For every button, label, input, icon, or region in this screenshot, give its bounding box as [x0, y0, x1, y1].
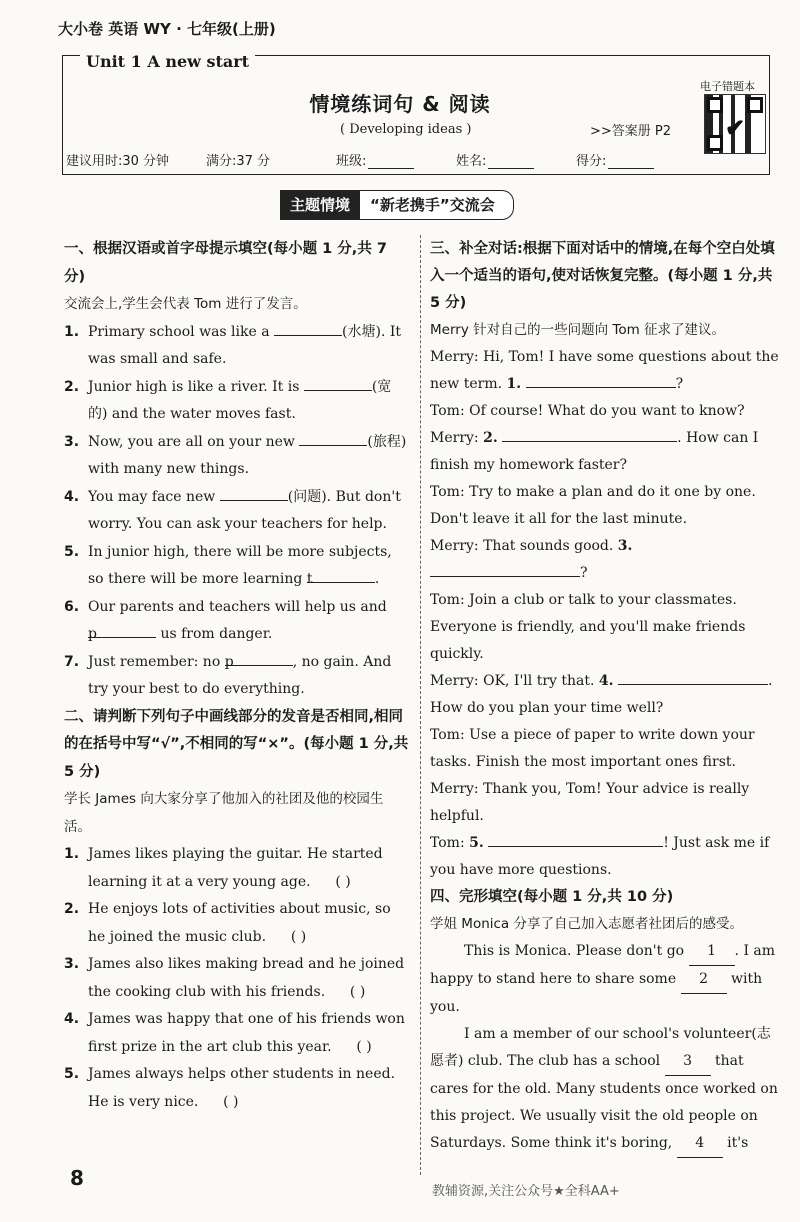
s1-blank-4[interactable] [220, 484, 288, 501]
dialog-blank-1[interactable] [526, 371, 676, 388]
dialog-blank-3[interactable] [430, 560, 580, 577]
s2-answer-3[interactable]: ( ) [349, 983, 366, 1000]
dialog-line-1: Merry: Hi, Tom! I have some questions about the new term. 1. ? [430, 349, 779, 392]
theme-text: “新老携手”交流会 [360, 190, 514, 220]
cloze-blank-1[interactable]: 1 [689, 938, 735, 966]
dialog-line-6: Tom: Join a club or talk to your classmates. Everyone is friendly, and you'll make friends quickly. [430, 592, 746, 662]
s1-item-2: 2. Junior high is like a river. It is (宽的) and the water moves fast. [64, 374, 410, 429]
s1-item-3: 3. Now, you are all on your new (旅程) with many new things. [64, 429, 410, 484]
s2-answer-1[interactable]: ( ) [335, 873, 351, 890]
class-label: 班级: [336, 154, 367, 169]
s2-item-3: 3. James also likes making bread and he joined the cooking club with his friends. ( ) [64, 951, 410, 1006]
s2-item-2: 2. He enjoys lots of activities about music, so he joined the music club. ( ) [64, 896, 410, 951]
s1-item-7: 7. Just remember: no p , no gain. And try your best to do everything. [64, 649, 410, 704]
dialog-line-2: Tom: Of course! What do you want to know? [430, 403, 745, 419]
full-score: 满分:37 分 [206, 154, 271, 169]
class-field[interactable] [368, 156, 414, 169]
section1-intro: 交流会上,学生会代表 Tom 进行了发言。 [64, 296, 307, 312]
dialog-line-10: Tom: 5. ! Just ask me if you have more questions. [430, 830, 780, 884]
theme-tag: 主题情境 [280, 190, 360, 220]
subtitle: ( Developing ideas ) [340, 122, 472, 137]
s1-blank-2[interactable] [304, 374, 372, 391]
s2-answer-5[interactable]: ( ) [223, 1093, 239, 1110]
cloze-blank-3[interactable]: 3 [665, 1048, 711, 1076]
cloze-blank-4[interactable]: 4 [677, 1130, 723, 1158]
dialog-line-5: Merry: That sounds good. 3. ? [430, 538, 633, 581]
section4-title: 四、完形填空(每小题 1 分,共 10 分) [430, 889, 674, 905]
theme-banner [280, 190, 514, 220]
s1-item-5: 5. In junior high, there will be more subjects, so there will be more learning t . [64, 543, 392, 587]
s2-item-4: 4. James was happy that one of his friends won first prize in the art club this year. ( ) [64, 1006, 410, 1061]
s1-blank-7[interactable]: p [225, 649, 293, 666]
dialog-line-9: Merry: Thank you, Tom! Your advice is really helpful. [430, 781, 750, 824]
page-title: 情境练词句 & 阅读 [309, 92, 491, 116]
dialog-line-8: Tom: Use a piece of paper to write down your tasks. Finish the most important ones first. [430, 727, 755, 770]
dialog-blank-4[interactable] [618, 668, 768, 685]
footer-note: 教辅资源,关注公众号★全科AA+ [432, 1184, 620, 1199]
left-column [64, 236, 410, 1116]
section2-title: 二、请判断下列句子中画线部分的发音是否相同,相同的在括号中写“√”,不相同的写“×”。(每小题 1 分,共 5 分) [64, 708, 409, 780]
s2-answer-4[interactable]: ( ) [356, 1038, 372, 1055]
dialog-line-7: Merry: OK, I'll try that. 4. . How do you plan your time well? [430, 668, 780, 722]
s2-answer-2[interactable]: ( ) [290, 928, 307, 945]
s1-item-6: 6. Our parents and teachers will help us and p us from danger. [64, 598, 387, 642]
name-label: 姓名: [456, 154, 487, 169]
right-column [430, 236, 780, 1158]
s1-blank-5[interactable]: t [307, 566, 375, 583]
column-divider [420, 235, 421, 1175]
series-title: 大小卷 英语 WY · 七年级(上册) [58, 20, 276, 38]
dialog-line-4: Tom: Try to make a plan and do it one by one. Don't leave it all for the last minute. [430, 484, 756, 527]
unit-label: Unit 1 A new start [80, 52, 255, 71]
section4-intro: 学姐 Monica 分享了自己加入志愿者社团后的感受。 [430, 916, 743, 932]
score-label: 得分: [576, 154, 607, 169]
s2-item-1: 1. James likes playing the guitar. He started learning it at a very young age. ( ) [64, 841, 410, 896]
s1-blank-1[interactable] [274, 319, 342, 336]
answer-reference: >>答案册 P2 [590, 124, 672, 139]
qr-code-icon[interactable]: ✔ [704, 94, 766, 154]
dialog-line-3: Merry: 2. . How can I finish my homework faster? [430, 425, 780, 479]
cloze-blank-2[interactable]: 2 [681, 966, 727, 994]
section1-title: 一、根据汉语或首字母提示填空(每小题 1 分,共 7 分) [64, 241, 387, 285]
section3-intro: Merry 针对自己的一些问题向 Tom 征求了建议。 [430, 322, 726, 338]
section2-intro: 学长 James 向大家分享了他加入的社团及他的校园生活。 [64, 791, 384, 835]
dialog-blank-2[interactable] [502, 425, 677, 442]
dialog-blank-5[interactable] [488, 830, 663, 847]
section3-title: 三、补全对话:根据下面对话中的情境,在每个空白处填入一个适当的语句,使对话恢复完整。(每小题 1 分,共 5 分) [430, 241, 775, 311]
meta-row [66, 150, 686, 169]
s2-item-5: 5. James always helps other students in need. He is very nice. ( ) [64, 1061, 410, 1116]
qr-label: 电子错题本 [700, 80, 755, 93]
s1-item-1: 1. Primary school was like a (水塘). It was small and safe. [64, 319, 410, 374]
page-number: 8 [70, 1166, 84, 1190]
name-field[interactable] [488, 156, 534, 169]
s1-item-4: 4. You may face new (问题). But don't worry. You can ask your teachers for help. [64, 484, 410, 539]
s1-blank-6[interactable]: p [88, 621, 156, 638]
suggested-time: 建议用时:30 分钟 [66, 154, 170, 169]
cloze-paragraph-2: I am a member of our school's volunteer(志愿者) club. The club has a school 3 that cares for the old. Many students once worked on this project. We usually visit the old people on Saturdays. Some think it's boring, 4 it's [430, 1021, 780, 1158]
cloze-paragraph-1: This is Monica. Please don't go 1 . I am happy to stand here to share some 2 with you. [430, 938, 780, 1021]
score-field[interactable] [608, 156, 654, 169]
s1-blank-3[interactable] [299, 429, 367, 446]
